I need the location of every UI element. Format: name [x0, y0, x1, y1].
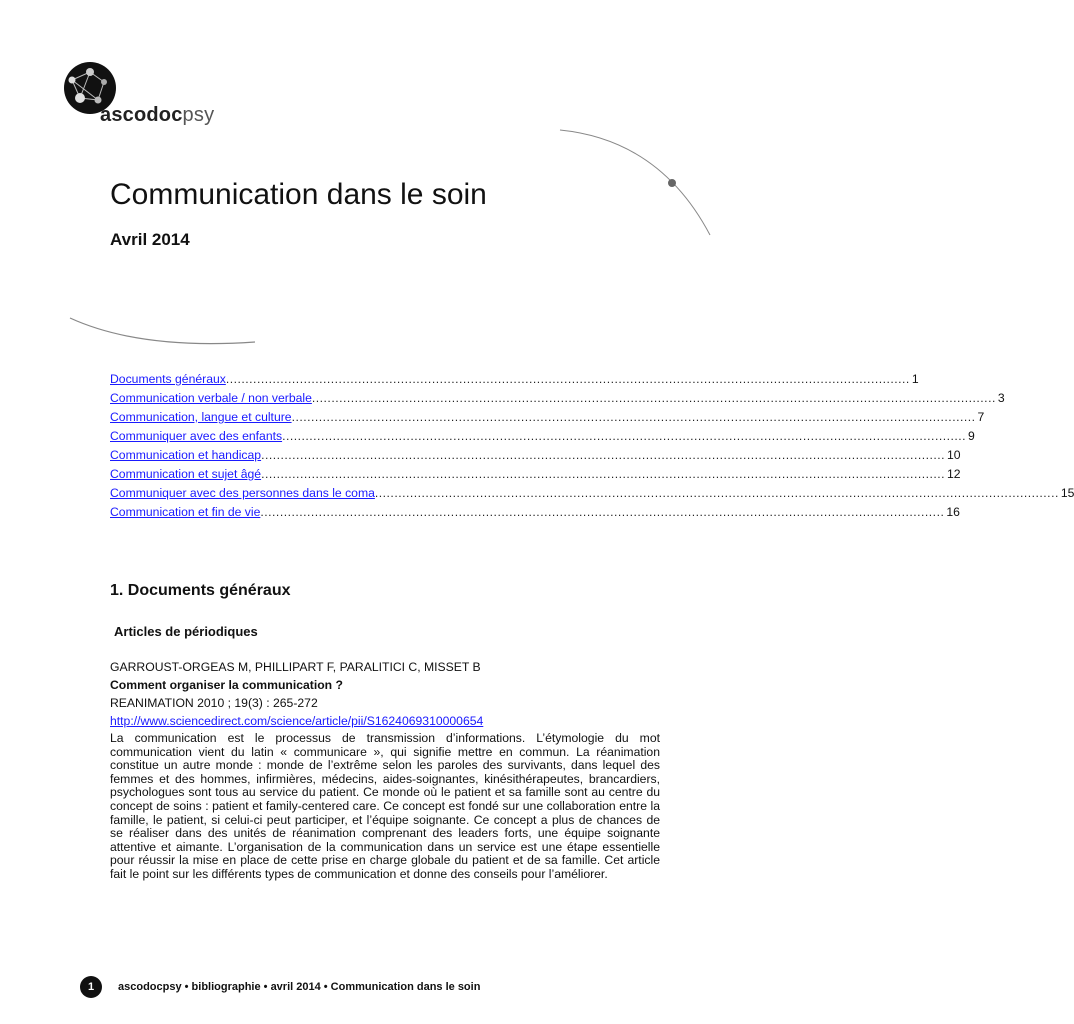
reference-journal: REANIMATION 2010 ; 19(3) : 265-272: [110, 696, 318, 710]
toc-leader: ................................................................................................................................................................................: [374, 486, 1059, 500]
toc-leader: ................................................................................................................................................................................: [260, 505, 945, 519]
toc-leader: ................................................................................................................................................................................: [291, 410, 976, 424]
toc-page-number: 12: [947, 467, 961, 481]
toc-link[interactable]: Communication verbale / non verbale: [110, 391, 312, 405]
toc-page-number: 3: [997, 391, 1005, 405]
logo-brand-bold: ascodoc: [100, 104, 183, 126]
page-number-badge: 1: [80, 976, 102, 998]
toc-leader: ................................................................................................................................................................................: [261, 467, 946, 481]
reference-title: Comment organiser la communication ?: [110, 678, 343, 692]
footer-text: ascodocpsy • bibliographie • avril 2014 • Communication dans le soin: [118, 981, 481, 993]
toc-link[interactable]: Communiquer avec des enfants: [110, 429, 283, 443]
toc-item: [110, 391, 1005, 410]
document-title: Communication dans le soin: [110, 178, 487, 211]
document-date: Avril 2014: [110, 230, 190, 249]
toc-leader: ................................................................................................................................................................................: [225, 372, 910, 386]
toc-link[interactable]: Communication et sujet âgé: [110, 467, 262, 481]
toc-leader: ................................................................................................................................................................................: [311, 391, 996, 405]
section-subtitle: Articles de périodiques: [114, 624, 258, 639]
toc-page-number: 7: [977, 410, 985, 424]
toc-link[interactable]: Communication et handicap: [110, 448, 262, 462]
toc-page-number: 15: [1060, 486, 1074, 500]
page-footer: [80, 975, 700, 999]
logo-brand-light: psy: [182, 104, 215, 126]
toc-page-number: 1: [911, 372, 919, 386]
reference-entry: [110, 660, 660, 882]
toc-item: [110, 429, 975, 448]
reference-abstract: La communication est le processus de transmission d’informations. L’étymologie du mot communication vient du latin « communicare », qui signifie mettre en commun. La réanimation constitue un autre monde : monde de l’extrême selon les paroles des survivants, dans lequel des femmes et des hommes, infirmières, médecins, aides-soignantes, kinésithérapeutes, brancardiers, psychologues sont tous au service du patient. Ce monde où le patient et sa famille sont au centre du concept de soins : patient et family-centered care. Ce concept est fondé sur une collaboration entre la famille, le patient, si celui-ci peut participer, et l’équipe soignante. Ce concept a plus de chances de se réaliser dans des unités de réanimation comprenant des leaders forts, une équipe soignante attentive et aimante. L’organisation de la communication dans un service est une étape essentielle pour réussir la mise en place de cette prise en charge globale du patient et de sa famille. Cet article fait le point sur les différents types de communication et donne des conseils pour l’améliorer.: [110, 731, 660, 881]
toc-link[interactable]: Communication, langue et culture: [110, 410, 292, 424]
reference-authors: GARROUST-ORGEAS M, PHILLIPART F, PARALITICI C, MISSET B: [110, 660, 481, 674]
toc-item: [110, 448, 961, 467]
table-of-contents: [110, 372, 1074, 524]
toc-item: [110, 372, 919, 391]
reference-url[interactable]: http://www.sciencedirect.com/science/article/pii/S1624069310000654: [110, 714, 484, 728]
toc-page-number: 10: [947, 448, 961, 462]
decorative-arc-right: [560, 120, 730, 240]
toc-item: [110, 486, 1074, 505]
toc-item: [110, 467, 961, 486]
toc-link[interactable]: Documents généraux: [110, 372, 226, 386]
toc-link[interactable]: Communiquer avec des personnes dans le coma: [110, 486, 375, 500]
toc-page-number: 9: [968, 429, 975, 443]
toc-page-number: 16: [946, 505, 960, 519]
toc-link[interactable]: Communication et fin de vie: [110, 505, 261, 519]
decorative-arc-left: [60, 300, 260, 360]
toc-leader: ................................................................................................................................................................................: [282, 429, 967, 443]
logo-wordmark: [100, 104, 214, 127]
toc-item: [110, 505, 960, 524]
toc-leader: ................................................................................................................................................................................: [261, 448, 946, 462]
toc-item: [110, 410, 985, 429]
section-title: 1. Documents généraux: [110, 582, 291, 599]
